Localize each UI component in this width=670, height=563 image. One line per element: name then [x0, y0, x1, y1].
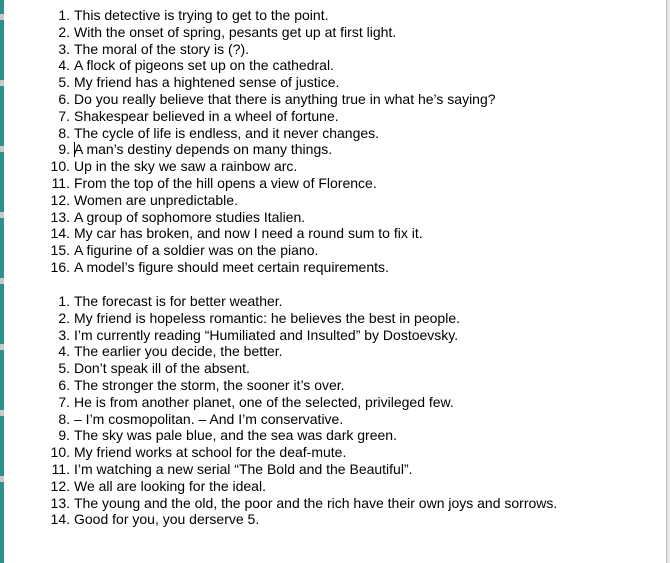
item-text: My car has broken, and now I need a round sum to fix it. [74, 225, 423, 242]
item-number: 11. [51, 174, 70, 191]
item-text: Don’t speak ill of the absent. [74, 360, 250, 377]
item-number: 15. [50, 242, 70, 259]
item-text: A flock of pigeons set up on the cathedral. [74, 57, 334, 74]
item-number: 14. [50, 225, 70, 242]
item-text: The stronger the storm, the sooner it’s over. [74, 376, 345, 393]
item-text: A man’s destiny depends on many things. [74, 141, 333, 158]
item-text: The forecast is for better weather. [74, 293, 283, 309]
item-text: Do you really believe that there is anything true in what he’s saying? [74, 90, 496, 107]
item-number: 3. [58, 326, 70, 343]
item-text: With the onset of spring, pesants get up at first light. [74, 23, 397, 40]
item-number: 3. [58, 40, 70, 57]
item-number: 8. [58, 124, 70, 141]
item-number: 4. [58, 343, 70, 360]
item-text: Good for you, you derserve 5. [74, 511, 260, 528]
item-number: 12. [50, 191, 70, 208]
item-number: 1. [58, 7, 70, 23]
item-text: A model’s figure should meet certain requirements. [74, 258, 389, 275]
item-number: 6. [58, 90, 70, 107]
item-text: My friend works at school for the deaf-mute. [74, 444, 347, 461]
item-number: 10. [50, 158, 70, 175]
item-text: From the top of the hill opens a view of Florence. [74, 174, 377, 191]
item-number: 14. [50, 511, 70, 528]
item-number: 7. [58, 393, 70, 410]
item-text: The moral of the story is (?). [74, 40, 250, 57]
item-number: 8. [58, 410, 70, 427]
item-text: – I’m cosmopolitan. – And I’m conservative. [74, 410, 344, 427]
item-number: 13. [50, 494, 70, 511]
item-number: 7. [58, 107, 70, 124]
item-text: He is from another planet, one of the selected, privileged few. [74, 393, 454, 410]
item-number: 9. [58, 427, 70, 444]
item-text: The sky was pale blue, and the sea was dark green. [74, 427, 397, 444]
item-number: 11. [51, 460, 70, 477]
item-number: 12. [50, 477, 70, 494]
document-page[interactable] [4, 0, 666, 563]
item-number: 5. [58, 360, 70, 377]
item-text: A figurine of a soldier was on the piano. [74, 242, 319, 259]
item-text: I’m watching a new serial “The Bold and the Beautiful”. [74, 460, 413, 477]
item-number: 5. [58, 74, 70, 91]
item-text: My friend has a hightened sense of justice. [74, 74, 340, 91]
item-number: 1. [58, 293, 70, 309]
item-number: 10. [50, 444, 70, 461]
item-number: 9. [58, 141, 70, 158]
item-number: 2. [58, 23, 70, 40]
item-number: 6. [58, 376, 70, 393]
item-text: Women are unpredictable. [74, 191, 238, 208]
item-text: Shakespear believed in a wheel of fortune. [74, 107, 339, 124]
item-text: I’m currently reading “Humiliated and Insulted” by Dostoevsky. [74, 326, 459, 343]
item-number: 2. [58, 309, 70, 326]
item-text: Up in the sky we saw a rainbow arc. [74, 158, 298, 175]
item-text: The cycle of life is endless, and it never changes. [74, 124, 380, 141]
item-text: We all are looking for the ideal. [74, 477, 266, 494]
item-number: 16. [50, 258, 70, 275]
item-text: The earlier you decide, the better. [74, 343, 283, 360]
item-text: The young and the old, the poor and the rich have their own joys and sorrows. [74, 494, 558, 511]
item-number: 13. [50, 208, 70, 225]
item-text: A group of sophomore studies Italien. [74, 208, 306, 225]
item-text: This detective is trying to get to the point. [74, 7, 329, 23]
window-right-edge [666, 0, 670, 563]
item-number: 4. [58, 57, 70, 74]
item-text: My friend is hopeless romantic: he believes the best in people. [74, 309, 460, 326]
